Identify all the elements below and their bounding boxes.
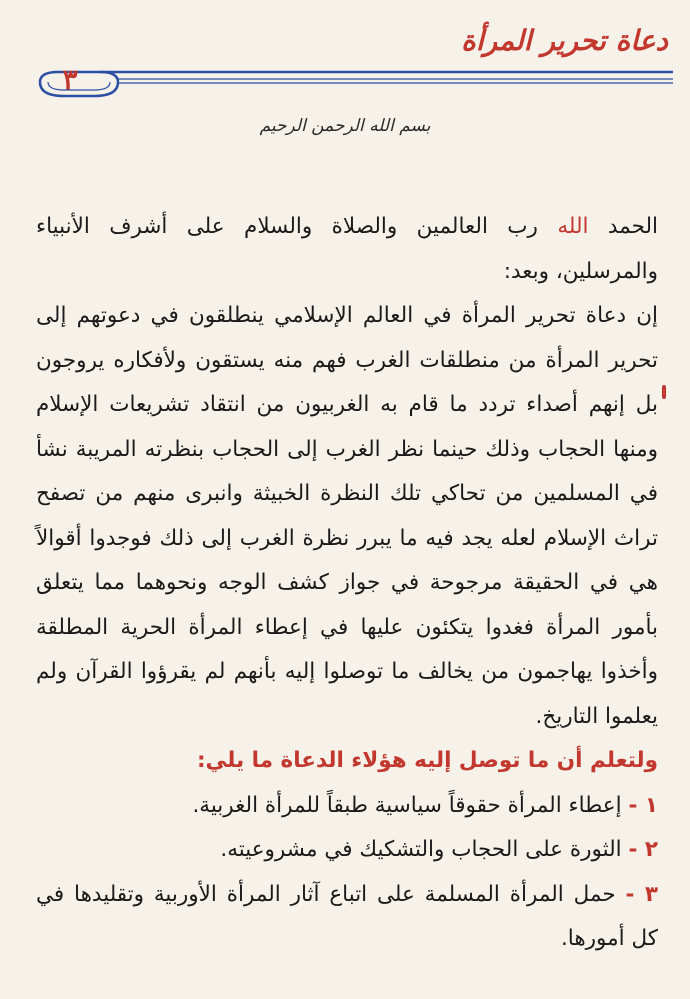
header-rule bbox=[18, 58, 673, 102]
list-item-number: ٣ - bbox=[625, 881, 658, 907]
list-item-number: ١ - bbox=[628, 792, 658, 818]
list-item-text: إعطاء المرأة حقوقاً سياسية طبقاً للمرأة الغربية. bbox=[192, 792, 629, 818]
main-paragraph: إن دعاة تحرير المرأة في العالم الإسلامي ينطلقون في دعوتهم إلى تحرير المرأة من منطلقات الغرب فهم منه يستقون ولأفكاره يروجون بل إنهم أصداء تردد ما قام به الغربيون من انتقاد تشريعات الإسلام ومنها الحجاب وذلك حينما نظر الغرب إلى الحجاب بنظرته المريبة نشأ في المسلمين من تحاكي تلك النظرة الخبيثة وانبرى منهم من تصفح تراث الإسلام لعله يجد فيه ما يبرر نظرة الغرب إلى ذلك فوجدوا أقوالاً هي في الحقيقة مرجوحة في جواز كشف الوجه ونحوهما مما يتعلق بأمور المرأة فغدوا يتكئون عليها في إعطاء المرأة الحرية المطلقة وأخذوا يهاجمون من يخالف ما توصلوا إليه بأنهم لم يقرؤوا القرآن ولم يعلموا التاريخ. bbox=[36, 303, 658, 729]
intro-before-name: الحمد bbox=[588, 214, 659, 239]
list-item-text: الثورة على الحجاب والتشكيك في مشروعيته. bbox=[220, 837, 629, 862]
running-header-title: دعاة تحرير المرأة bbox=[461, 24, 668, 57]
divine-name: الله bbox=[557, 214, 589, 239]
list-item-number: ٢ - bbox=[628, 837, 658, 862]
list-item bbox=[36, 873, 658, 962]
intro-paragraph bbox=[36, 205, 658, 294]
list-heading: ولتعلم أن ما توصل إليه هؤلاء الدعاة ما يلي: bbox=[196, 748, 658, 773]
list-item bbox=[36, 828, 658, 873]
margin-mark bbox=[662, 385, 666, 399]
main-text bbox=[36, 205, 658, 962]
intro-after-name: رب العالمين والصلاة والسلام على أشرف الأنبياء والمرسلين، وبعد: bbox=[36, 214, 658, 284]
list-item bbox=[36, 784, 658, 829]
page-number: ٣ bbox=[62, 63, 78, 96]
basmala: بسم الله الرحمن الرحيم bbox=[259, 116, 431, 136]
list-item-text: حمل المرأة المسلمة على اتباع آثار المرأة الأوربية وتقليدها في كل أمورها. bbox=[36, 881, 658, 951]
